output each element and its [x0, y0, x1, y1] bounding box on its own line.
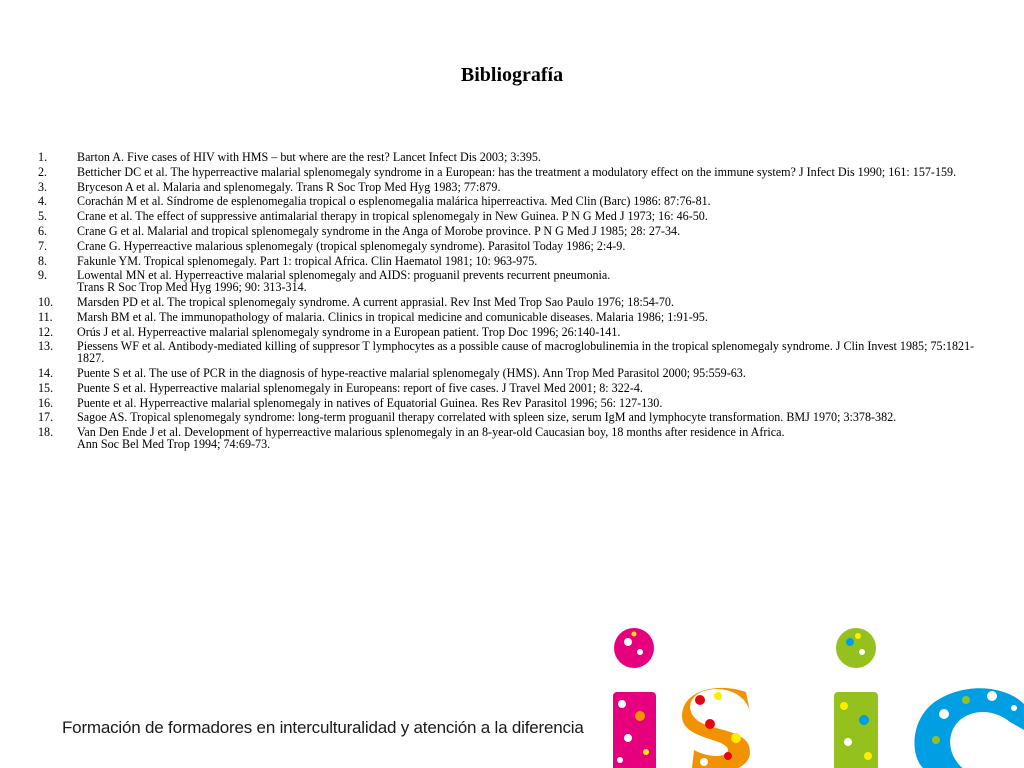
- ref-number: 16.: [38, 395, 54, 410]
- ref-number: 7.: [38, 238, 48, 253]
- logo-letter-s: [682, 688, 750, 768]
- ref-text: Marsh BM et al. The immunopathology of malaria. Clinics in tropical medicine and comunicable diseases. Malaria 1986; 1:91-95.: [77, 309, 708, 324]
- ref-text: Piessens WF et al. Antibody-mediated killing of suppresor T lymphocytes as a possible cause of macroglobulinemia in the tropical splenomegaly syndrome. J Clin Invest 1985; 75:1821-1827.: [77, 339, 975, 366]
- ref-text: Puente S et al. The use of PCR in the diagnosis of hype-reactive malarial splenomegaly (HMS). Ann Trop Med Parasitol 2000; 95:559-63.: [77, 365, 746, 380]
- ref-text: Corachán M et al. Síndrome de esplenomegalia tropical o esplenomegalia malárica hiperreactiva. Med Clin (Barc) 1986: 87:76-81.: [77, 194, 711, 209]
- ref-number: 12.: [38, 324, 54, 339]
- ref-number: 10.: [38, 294, 54, 309]
- ref-number: 9.: [38, 268, 48, 283]
- ref-number: 5.: [38, 209, 48, 224]
- page-title: Bibliografía: [460, 64, 564, 86]
- ref-number: 13.: [38, 339, 54, 354]
- ref-text: Van Den Ende J et al. Development of hyperreactive malarious splenomegaly in an 8-year-old Caucasian boy, 18 months after residence in Africa. Ann Soc Bel Med Trop 1994; 74:69-73.: [77, 425, 785, 451]
- list-item: [38, 380, 983, 395]
- list-item: [38, 164, 983, 179]
- ref-number: 14.: [38, 365, 54, 380]
- list-item: [38, 309, 983, 324]
- list-item: [38, 179, 983, 194]
- logo-letter-i-first: [613, 628, 656, 768]
- list-item: [38, 341, 983, 365]
- ref-text: Sagoe AS. Tropical splenomegaly syndrome: long-term proguanil therapy correlated with spleen size, serum IgM and lymphocyte transformation. BMJ 1970; 3:378-382.: [77, 410, 897, 425]
- ref-text: Betticher DC et al. The hyperreactive malarial splenomegaly syndrome in a European: has the treatment a modulatory effect on the immune system? J Infect Dis 1990; 161: 157-159.: [77, 164, 957, 179]
- ref-text: Lowental MN et al. Hyperreactive malarial splenomegaly and AIDS: proguanil prevents recurrent pneumonia. Trans R Soc Trop Med Hyg 1996; 90: 313-314.: [77, 268, 611, 295]
- logo-letter-c: [914, 688, 1024, 768]
- list-item: [38, 238, 983, 253]
- footer-tagline: Formación de formadores en interculturalidad y atención a la diferencia: [62, 718, 584, 737]
- isic-logo: [600, 620, 1024, 768]
- list-item: [38, 427, 983, 451]
- ref-number: 8.: [38, 253, 48, 268]
- ref-number: 17.: [38, 410, 54, 425]
- logo-letter-i-second: [834, 628, 878, 768]
- ref-number: 2.: [38, 164, 48, 179]
- ref-number: 1.: [38, 150, 48, 164]
- ref-number: 6.: [38, 223, 48, 238]
- ref-text: Orús J et al. Hyperreactive malarial splenomegaly syndrome in a European patient. Trop Doc 1996; 26:140-141.: [77, 324, 621, 339]
- list-item: [38, 253, 983, 268]
- list-item: [38, 324, 983, 339]
- list-item: [38, 294, 983, 309]
- ref-number: 4.: [38, 194, 48, 209]
- ref-text: Bryceson A et al. Malaria and splenomegaly. Trans R Soc Trop Med Hyg 1983; 77:879.: [77, 179, 501, 194]
- ref-number: 18.: [38, 425, 54, 440]
- ref-text: Crane G. Hyperreactive malarious splenomegaly (tropical splenomegaly syndrome). Parasitol Today 1986; 2:4-9.: [77, 238, 626, 253]
- ref-text: Puente et al. Hyperreactive malarial splenomegaly in natives of Equatorial Guinea. Res Rev Parasitol 1996; 56: 127-130.: [77, 395, 663, 410]
- list-item: [38, 196, 983, 208]
- ref-text: Crane G et al. Malarial and tropical splenomegaly syndrome in the Anga of Morobe province. P N G Med J 1985; 28: 27-34.: [77, 223, 681, 238]
- reference-list: [38, 152, 983, 454]
- list-item: [38, 395, 983, 410]
- list-item: [38, 365, 983, 380]
- ref-text: Marsden PD et al. The tropical splenomegaly syndrome. A current apprasial. Rev Inst Med Trop Sao Paulo 1976; 18:54-70.: [77, 294, 674, 309]
- list-item: [38, 211, 983, 223]
- ref-number: 3.: [38, 179, 48, 194]
- ref-text: Fakunle YM. Tropical splenomegaly. Part 1: tropical Africa. Clin Haematol 1981; 10: 963-975.: [77, 253, 538, 268]
- ref-text: Crane et al. The effect of suppressive antimalarial therapy in tropical splenomegaly in New Guinea. P N G Med J 1973; 16: 46-50.: [77, 209, 708, 224]
- list-item: [38, 270, 983, 294]
- ref-text: Barton A. Five cases of HIV with HMS – but where are the rest? Lancet Infect Dis 2003; 3:395.: [77, 150, 541, 164]
- list-item: [38, 152, 983, 164]
- ref-number: 11.: [38, 309, 53, 324]
- list-item: [38, 412, 983, 424]
- ref-number: 15.: [38, 380, 54, 395]
- ref-text: Puente S et al. Hyperreactive malarial splenomegaly in Europeans: report of five cases. J Travel Med 2001; 8: 322-4.: [77, 380, 643, 395]
- list-item: [38, 223, 983, 238]
